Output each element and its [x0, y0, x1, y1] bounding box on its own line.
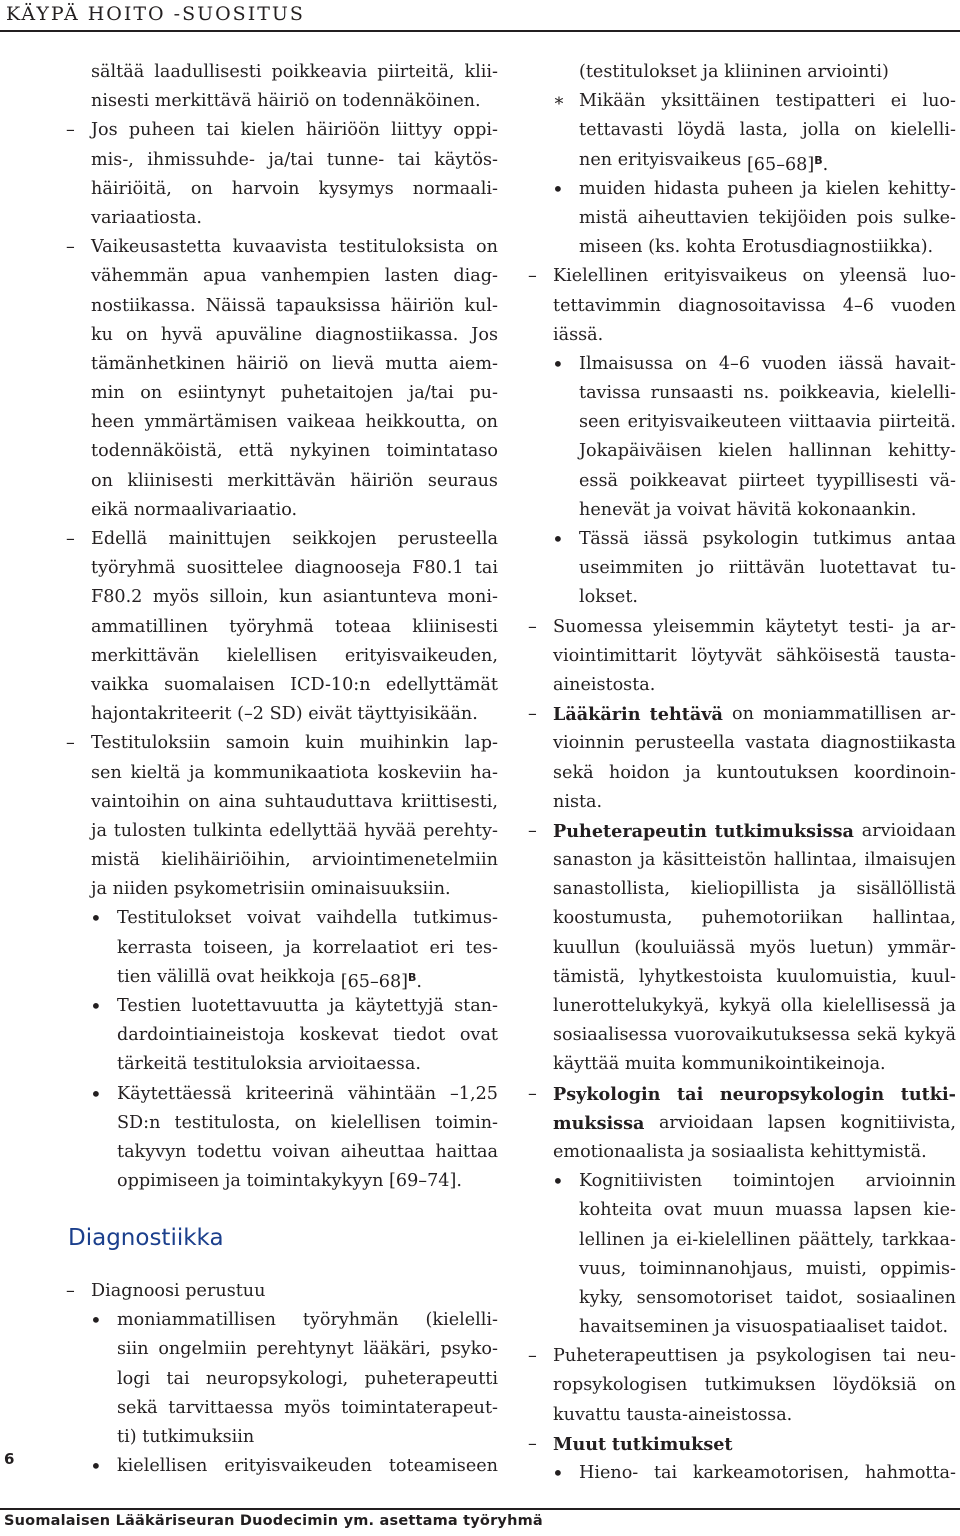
text-line: mis-, ihmissuhde- ja/tai tunne- tai käytös-: [91, 149, 498, 170]
text-line: ammatillinen työryhmä toteaa kliinisesti: [91, 616, 498, 637]
list-marker-bullet: •: [90, 906, 102, 931]
text-line: sekä hoidon ja kuntoutuksen koordinoin-: [553, 762, 956, 783]
text-line: ti) tutkimuksiin: [117, 1426, 255, 1447]
text-line: nen erityisvaikeus $[65-68]^B$.: [579, 149, 829, 175]
text-line: kerrasta toiseen, ja korrelaatiot eri tes-: [117, 937, 498, 958]
text-line: kohteita ovat muun muassa lapsen kie-: [579, 1200, 956, 1221]
text-line: miseen (ks. kohta Erotusdiagnostiikka).: [579, 237, 934, 258]
text-line: nostiikassa. Näissä tapauksissa häiriön kul-: [91, 295, 498, 316]
list-marker-dash: –: [528, 616, 537, 637]
text-line: SD:n testitulosta, on kielellisen toimin-: [117, 1112, 498, 1133]
text-line: hajontakriteerit (–2 SD) eivät täyttyisikään.: [91, 704, 478, 725]
text-line: tettavimmin diagnosoitavissa 4–6 vuoden: [553, 295, 956, 316]
list-marker-bullet: •: [552, 351, 564, 376]
text-line: seen erityisvaikeuteen viittaavia piirteitä.: [579, 412, 956, 433]
text-line: tämistä, lyhytkestoista kuulomuistia, kuul-: [553, 966, 956, 987]
text-line: – Jos puheen tai kielen häiriöön liittyy oppi-: [91, 116, 498, 145]
text-line: on kliinisesti merkittävän häiriön seuraus: [91, 470, 498, 491]
text-line: kyky, sensomotoriset taidot, sosiaalinen: [579, 1287, 956, 1308]
text-line: vähemmän apua vanhempien lasten diag-: [91, 266, 498, 287]
section-heading-diagnostiikka: Diagnostiikka: [68, 1225, 224, 1251]
text-line: dardointiaineistoja koskevat tiedot ovat: [117, 1025, 498, 1046]
list-marker-dash: –: [528, 1346, 537, 1367]
text-line: – Lääkärin tehtävä on moniammatillisen ar-: [553, 700, 956, 729]
text-line: työryhmä suosittelee diagnooseja F80.1 tai: [91, 558, 498, 579]
list-marker-bullet: •: [552, 1461, 564, 1485]
list-marker-dash: –: [66, 733, 75, 754]
left-column-diagnostiikka: [66, 1277, 498, 1481]
list-marker-dash: –: [528, 1433, 537, 1454]
text-line: sosiaalisessa vuorovaikutuksessa sekä kykyä: [553, 1025, 956, 1046]
list-marker-dash: –: [528, 704, 537, 725]
text-line: ja niiden psykometrisiin ominaisuuksiin.: [91, 879, 451, 900]
text-line: viointimittarit löytyvät sähköisestä tausta-: [553, 645, 956, 666]
list-marker-dash: –: [528, 820, 537, 841]
text-line: essä poikkeavat piirteet tyypillisesti vä-: [579, 470, 956, 491]
text-line: sen kieltä ja kommunikaatiota koskeviin ha-: [91, 762, 498, 783]
text-line: – Vaikeusastetta kuvaavista testituloksista on: [91, 233, 498, 262]
text-line: • Kognitiivisten toimintojen arvioinnin: [579, 1167, 956, 1196]
text-line: – Kielellinen erityisvaikeus on yleensä luo-: [553, 262, 956, 291]
text-line: aineistosta.: [553, 674, 656, 695]
text-line: Jokapäiväisen kielen hallinnan kehitty-: [579, 441, 956, 462]
text-line: tien välillä ovat heikkoja $[65-68]^B$.: [117, 966, 423, 992]
text-line: kuvattu tausta-aineistossa.: [553, 1404, 793, 1425]
text-line: häiriöitä, on harvoin kysymys normaali-: [91, 178, 498, 199]
header-title: KÄYPÄ HOITO -SUOSITUS: [6, 3, 305, 25]
text-line: mistä aiheuttavien tekijöiden pois sulke-: [579, 207, 956, 228]
text-line: F80.2 myös silloin, kun asiantunteva moni-: [91, 587, 498, 608]
text-line: • muiden hidasta puheen ja kielen kehitty-: [579, 175, 956, 204]
text-line: kuullun (kouluiässä myös luetun) ymmär-: [553, 937, 956, 958]
list-marker-dash: –: [528, 1083, 537, 1104]
text-line: – Puheterapeuttisen ja psykologisen tai neu-: [553, 1342, 956, 1371]
text-line: lunerottelukykyä, kykyä olla kielellisessä ja: [553, 996, 956, 1016]
text-line: muksissa arvioidaan lapsen kognitiivista,: [553, 1112, 956, 1134]
text-line: • kielellisen erityisvaikeuden toteamiseen: [117, 1452, 498, 1481]
text-line: vaikka suomalaisen ICD-10:n edellyttämät: [91, 674, 498, 695]
header-rule: [0, 30, 960, 32]
text-line: useimmiten jo riittävän luotettavat tu-: [579, 558, 956, 579]
text-line: – Edellä mainittujen seikkojen perusteella: [91, 525, 498, 554]
text-line: logi tai neuropsykologi, puheterapeutti: [117, 1368, 498, 1389]
text-line: siin ongelmiin perehtynyt lääkäri, psyko-: [117, 1339, 498, 1360]
text-line: • moniammatillisen työryhmän (kielelli-: [117, 1306, 498, 1335]
text-line: todennäköistä, että nykyinen toimintataso: [91, 441, 498, 462]
text-line: – Muut tutkimukset: [553, 1430, 956, 1459]
text-line: • Käytettäessä kriteerinä vähintään –1,25: [117, 1080, 498, 1109]
text-line: eikä normaalivariaatio.: [91, 499, 298, 520]
list-marker-dash: –: [528, 266, 537, 287]
text-line: (testitulokset ja kliininen arviointi): [579, 62, 889, 82]
list-marker-bullet: •: [90, 1454, 102, 1479]
page-header: [0, 0, 960, 32]
left-column: [66, 58, 498, 1196]
text-line: vioinnin perusteella vastata diagnostiikasta: [553, 733, 956, 754]
text-line: • Testitulokset voivat vaihdella tutkimus-: [117, 904, 498, 933]
evidence-grade-badge: B: [408, 970, 417, 984]
text-line: ropsykologisen tutkimuksen löydöksiä on: [553, 1375, 956, 1396]
text-line: vaintoihin on aina suhtauduttava kriittisesti,: [91, 791, 498, 812]
text-line: tettavasti löydä lasta, jolla on kielelli-: [579, 120, 956, 141]
text-line: nista.: [553, 791, 603, 812]
list-marker-bullet: •: [552, 527, 564, 551]
text-line: heen ymmärtämisen vaikeaa heikkoutta, on: [91, 412, 498, 433]
text-line: iässä.: [553, 324, 604, 345]
text-line: ku on hyvä apuväline diagnostiikassa. Jos: [91, 324, 498, 345]
text-line: vuus, toiminnanohjaus, muisti, oppimis-: [579, 1258, 956, 1279]
text-line: sanaston ja käsitteistön hallintaa, ilmaisujen: [553, 850, 956, 871]
list-marker-asterisk: ∗: [553, 91, 565, 112]
text-line: nisesti merkittävä häiriö on todennäköinen.: [91, 91, 481, 112]
text-line: tavissa runsaasti ns. poikkeavia, kielelli-: [579, 383, 956, 404]
text-line: lokset.: [579, 587, 638, 608]
footer-rule: [0, 1508, 960, 1510]
text-line: – Testituloksiin samoin kuin muihinkin lap-: [91, 729, 498, 758]
list-marker-bullet: •: [90, 1308, 102, 1333]
list-marker-bullet: •: [552, 176, 564, 201]
list-marker-bullet: •: [90, 1081, 102, 1106]
text-line: • Tässä iässä psykologin tutkimus antaa: [579, 525, 956, 554]
text-line: havaitseminen ja visuospatiaaliset taidot.: [579, 1317, 949, 1338]
text-line: • Ilmaisussa on 4–6 vuoden iässä havait-: [579, 350, 956, 379]
page-number: 6: [4, 1450, 15, 1468]
text-line: sanastollista, kieliopillista ja sisällöllistä: [553, 879, 956, 900]
text-line: • Hieno- tai karkeamotorisen, hahmotta-: [579, 1459, 956, 1488]
text-line: oppimiseen ja toimintakykyyn [69–74].: [117, 1171, 462, 1192]
text-line: • Testien luotettavuutta ja käytettyjä stan-: [117, 992, 498, 1021]
text-line: min on esiintynyt puhetaitojen ja/tai pu-: [91, 383, 498, 404]
text-line: sältää laadullisesti poikkeavia piirteitä, klii-: [91, 62, 498, 82]
text-line: tämänhetkinen häiriö on lievä mutta aiem-: [91, 353, 498, 374]
text-line: emotionaalista ja sosiaalista kehittymistä.: [553, 1141, 927, 1162]
list-marker-dash: –: [66, 529, 75, 549]
text-line: variaatiosta.: [91, 207, 202, 228]
list-marker-bullet: •: [552, 1169, 564, 1194]
text-line: sekä tarvittaessa myös toimintaterapeut-: [117, 1397, 498, 1418]
list-marker-dash: –: [66, 1281, 75, 1301]
list-marker-bullet: •: [90, 994, 102, 1018]
text-line: ja tulosten tulkinta edellyttää hyvää perehty-: [91, 820, 498, 841]
text-line: mistä kielihäiriöihin, arviointimenetelmiin: [91, 850, 498, 871]
text-line: tärkeitä testituloksia arvioitaessa.: [117, 1054, 421, 1075]
text-line: merkittävän kielellisen erityisvaikeuden,: [91, 645, 498, 666]
text-line: ∗ Mikään yksittäinen testipatteri ei luo-: [579, 87, 956, 116]
list-marker-dash: –: [66, 237, 75, 258]
text-line: – Puheterapeutin tutkimuksissa arvioidaan: [553, 817, 956, 846]
text-line: – Suomessa yleisemmin käytetyt testi- ja ar-: [553, 613, 956, 642]
text-line: henevät ja voivat hävitä kokonaankin.: [579, 499, 917, 520]
list-marker-dash: –: [66, 120, 75, 141]
text-line: – Diagnoosi perustuu: [91, 1277, 498, 1306]
evidence-grade-badge: B: [814, 153, 823, 167]
footer-text: Suomalaisen Lääkäriseuran Duodecimin ym. asettama työryhmä: [4, 1513, 543, 1529]
right-column: [528, 58, 956, 1488]
text-line: koostumusta, puhemotoriikan hallintaa,: [553, 908, 956, 929]
text-line: takyvyn todettu voivan aiheuttaa haittaa: [117, 1141, 498, 1162]
text-line: käyttää muita kommunikointikeinoja.: [553, 1054, 886, 1075]
text-line: lellinen ja ei-kielellinen päättely, tarkkaa-: [579, 1229, 956, 1250]
text-line: – Psykologin tai neuropsykologin tutki-: [553, 1080, 956, 1109]
